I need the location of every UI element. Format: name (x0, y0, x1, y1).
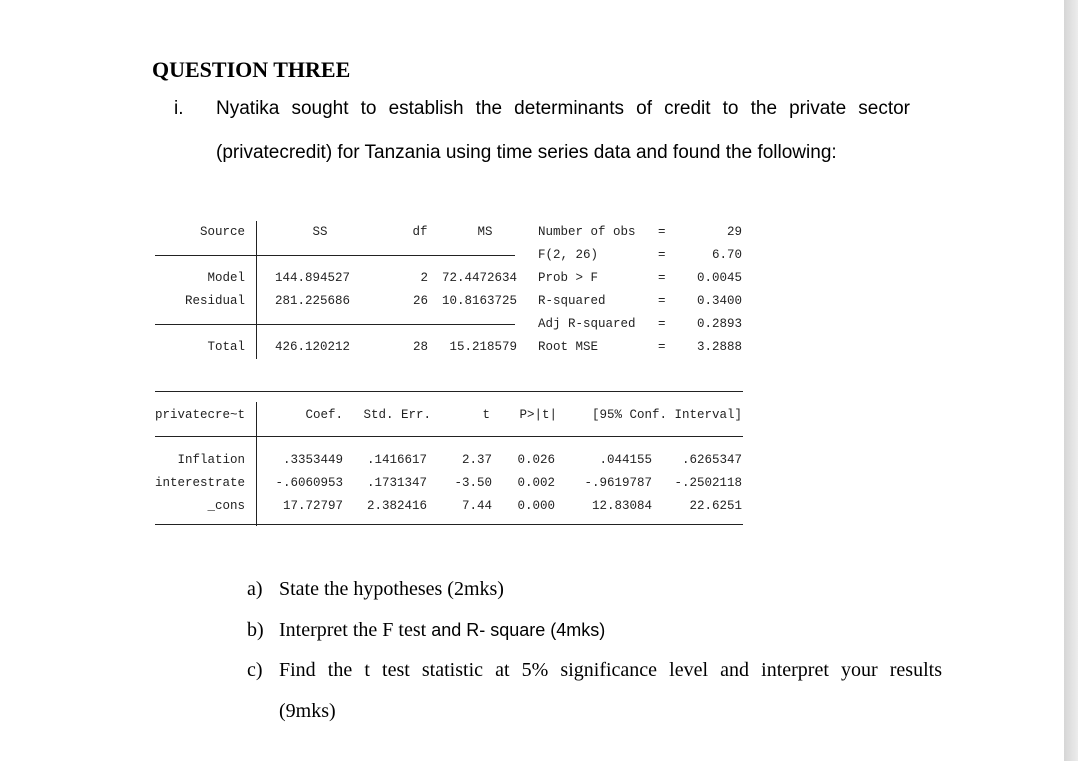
intro-line-1: Nyatika sought to establish the determinants of credit to the private sector (216, 98, 910, 119)
fit-stat-value: 0.0045 (696, 271, 742, 285)
anova-row-source: Residual (184, 294, 245, 308)
sub-question-a (247, 578, 504, 601)
fit-stat-equals: = (658, 340, 666, 354)
coef-row-ci-high: -.2502118 (674, 476, 742, 490)
fit-stat-value: 3.2888 (696, 340, 742, 354)
fit-stat-value: 0.2893 (696, 317, 742, 331)
coef-row-t: 2.37 (461, 453, 492, 467)
anova-row-ms: 15.218579 (449, 340, 517, 354)
sub-question-label: a) (247, 578, 263, 600)
fit-stat-equals: = (658, 225, 666, 239)
sub-question-text: Find the t test statistic at 5% significance level and interpret your results (279, 659, 942, 681)
coef-row-t: -3.50 (454, 476, 492, 490)
coef-row-coef: 17.72797 (282, 499, 343, 513)
part-number: i. (174, 98, 184, 119)
anova-vertical-rule (256, 221, 257, 359)
fit-stat-equals: = (658, 271, 666, 285)
coef-rule-top (155, 391, 743, 392)
coef-rule-header (155, 436, 743, 437)
fit-stat-equals: = (658, 294, 666, 308)
anova-header-source: Source (199, 225, 245, 239)
anova-row-ss: 426.120212 (275, 340, 351, 354)
fit-stat-label: F(2, 26) (538, 248, 599, 262)
coef-row-p: 0.000 (517, 499, 555, 513)
anova-rule-1 (155, 255, 515, 256)
fit-stat-value: 0.3400 (696, 294, 742, 308)
coef-header-se: Std. Err. (363, 408, 431, 422)
fit-stat-label: R-squared (538, 294, 606, 308)
fit-stat-value: 29 (726, 225, 742, 239)
anova-row-source: Total (207, 340, 245, 354)
sub-question-label: c) (247, 659, 263, 681)
question-heading: QUESTION THREE (152, 57, 351, 82)
coef-vertical-rule (256, 402, 257, 526)
coef-row-ci-low: 12.83084 (591, 499, 652, 513)
anova-row-df: 2 (420, 271, 428, 285)
fit-stat-label: Root MSE (538, 340, 599, 354)
sub-question-c-marks: (9mks) (279, 700, 336, 722)
anova-row-ss: 144.894527 (275, 271, 351, 285)
fit-stat-value: 6.70 (711, 248, 742, 262)
fit-stat-label: Adj R-squared (538, 317, 636, 331)
coef-row-var: interestrate (155, 476, 246, 490)
coef-row-se: 2.382416 (366, 499, 427, 513)
sub-question-label: b) (247, 619, 264, 641)
coef-row-var: _cons (207, 499, 245, 513)
coef-row-se: .1416617 (366, 453, 427, 467)
coef-row-ci-high: 22.6251 (689, 499, 742, 513)
anova-row-ss: 281.225686 (275, 294, 351, 308)
coef-row-p: 0.026 (517, 453, 555, 467)
anova-row-df: 26 (412, 294, 428, 308)
sub-question-text: State the hypotheses (2mks) (279, 578, 504, 600)
coef-row-ci-low: .044155 (599, 453, 652, 467)
anova-row-ms: 72.4472634 (441, 271, 517, 285)
anova-row-source: Model (207, 271, 245, 285)
coef-header-ci: [95% Conf. Interval] (591, 408, 742, 422)
coef-rule-bottom (155, 524, 743, 525)
coef-row-ci-high: .6265347 (681, 453, 742, 467)
fit-stat-label: Number of obs (538, 225, 636, 239)
page-edge-shadow (1064, 0, 1078, 761)
sub-question-c (247, 659, 942, 682)
coef-row-se: .1731347 (366, 476, 427, 490)
anova-row-df: 28 (412, 340, 428, 354)
coef-row-coef: -.6060953 (275, 476, 343, 490)
anova-rule-2 (155, 324, 515, 325)
anova-row-ms: 10.8163725 (441, 294, 517, 308)
coef-row-p: 0.002 (517, 476, 555, 490)
fit-stat-label: Prob > F (538, 271, 599, 285)
coef-header-depvar: privatecre~t (155, 408, 246, 422)
fit-stat-equals: = (658, 317, 666, 331)
anova-header-df: df (412, 225, 428, 239)
sub-question-b (247, 619, 605, 642)
sub-question-text-sans: and R- square (4mks) (426, 620, 606, 640)
coef-header-coef: Coef. (305, 408, 343, 422)
sub-question-text: Interpret the F test (279, 619, 427, 641)
coef-row-t: 7.44 (461, 499, 492, 513)
intro-line-2: (privatecredit) for Tanzania using time series data and found the following: (216, 142, 837, 163)
coef-row-ci-low: -.9619787 (584, 476, 652, 490)
anova-header-ss: SS (312, 225, 328, 239)
anova-header-ms: MS (477, 225, 493, 239)
coef-header-t: t (482, 408, 490, 422)
fit-stat-equals: = (658, 248, 666, 262)
coef-row-coef: .3353449 (282, 453, 343, 467)
coef-row-var: Inflation (177, 453, 245, 467)
coef-header-p: P>|t| (519, 408, 557, 422)
